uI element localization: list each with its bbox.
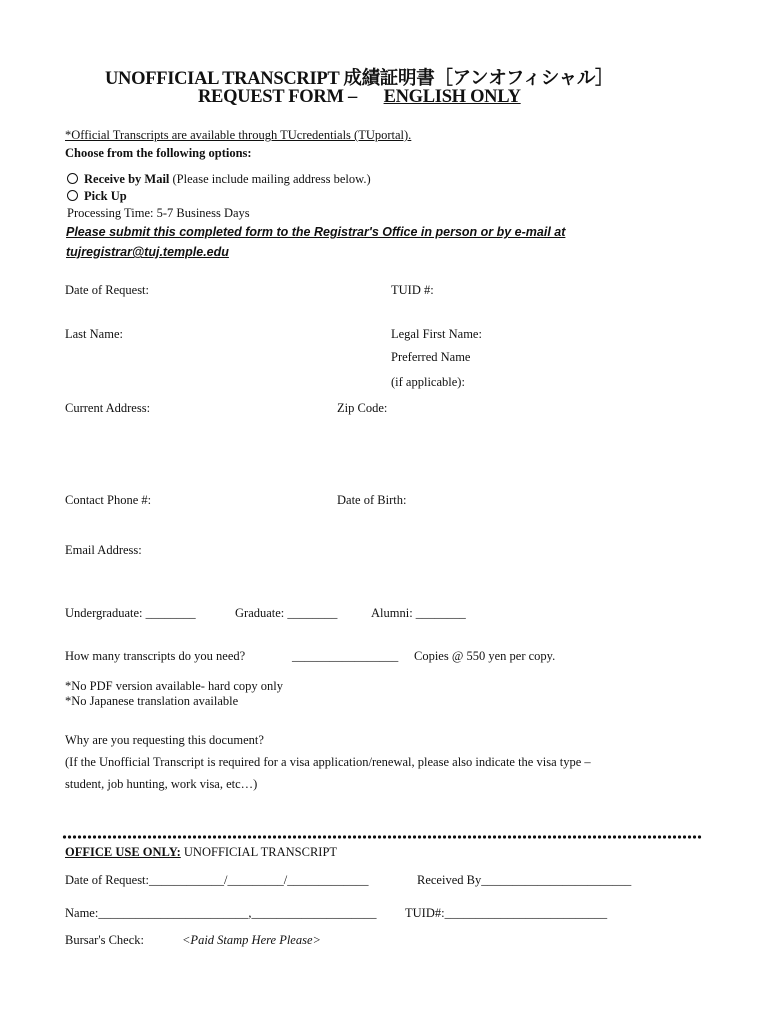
no-pdf-note: *No PDF version available- hard copy only <box>65 679 284 693</box>
date-of-request-label: Date of Request: <box>65 283 150 297</box>
copies-question: How many transcripts do you need? <box>65 649 246 663</box>
current-address-label: Current Address: <box>65 401 151 415</box>
submit-instructions: Please submit this completed form to the Registrar's Office in person or by e-mail at <box>66 225 566 239</box>
office-date-of-request: Date of Request:____________/_________/_____________ <box>65 873 369 887</box>
copies-price: Copies @ 550 yen per copy. <box>414 649 556 663</box>
official-transcript-note: *Official Transcripts are available through TUcredentials (TUportal). <box>65 128 412 142</box>
undergraduate-field: Undergraduate: ________ <box>65 606 196 620</box>
preferred-name-label: Preferred Name <box>391 350 471 364</box>
reason-question: Why are you requesting this document? <box>65 733 264 747</box>
graduate-field: Graduate: ________ <box>235 606 338 620</box>
office-use-divider <box>62 835 702 839</box>
contact-phone-label: Contact Phone #: <box>65 493 152 507</box>
option-pick-up[interactable] <box>67 189 127 204</box>
if-applicable-label: (if applicable): <box>391 375 465 389</box>
email-address-label: Email Address: <box>65 543 142 557</box>
choose-options-heading: Choose from the following options: <box>65 146 252 160</box>
tuid-label: TUID #: <box>391 283 434 297</box>
option-mail-label: Receive by Mail <box>84 172 170 186</box>
radio-circle-icon[interactable] <box>67 173 78 184</box>
option-pickup-label: Pick Up <box>84 189 127 203</box>
radio-circle-icon[interactable] <box>67 190 78 201</box>
option-receive-by-mail[interactable] <box>67 172 371 187</box>
form-subtitle-left: REQUEST FORM – <box>198 87 357 107</box>
office-use-title: UNOFFICIAL TRANSCRIPT <box>183 845 338 859</box>
zip-code-label: Zip Code: <box>337 401 388 415</box>
bursar-check-label: Bursar's Check: <box>65 933 144 947</box>
alumni-field: Alumni: ________ <box>371 606 466 620</box>
office-tuid-line: TUID#:__________________________ <box>405 906 608 920</box>
visa-note: (If the Unofficial Transcript is required for a visa application/renewal, please also indicate the visa type – <box>65 755 591 769</box>
no-japanese-note: *No Japanese translation available <box>65 694 239 708</box>
processing-time: Processing Time: 5-7 Business Days <box>67 206 250 220</box>
date-of-birth-label: Date of Birth: <box>337 493 407 507</box>
option-mail-note: (Please include mailing address below.) <box>172 172 371 186</box>
office-use-heading <box>65 845 337 860</box>
visa-examples: student, job hunting, work visa, etc…) <box>65 777 258 791</box>
legal-first-name-label: Legal First Name: <box>391 327 482 341</box>
office-name-line: Name:________________________,____________________ <box>65 906 377 920</box>
english-only-label: ENGLISH ONLY <box>383 87 521 107</box>
form-title: UNOFFICIAL TRANSCRIPT 成績証明書［アンオフィシャル］ <box>105 69 614 89</box>
form-subtitle <box>198 87 521 108</box>
paid-stamp-placeholder: <Paid Stamp Here Please> <box>182 933 321 947</box>
last-name-label: Last Name: <box>65 327 123 341</box>
registrar-email: tujregistrar@tuj.temple.edu <box>66 245 229 259</box>
office-received-by: Received By________________________ <box>417 873 632 887</box>
office-use-label: OFFICE USE ONLY: <box>65 845 181 859</box>
copies-blank: _________________ <box>292 649 399 663</box>
